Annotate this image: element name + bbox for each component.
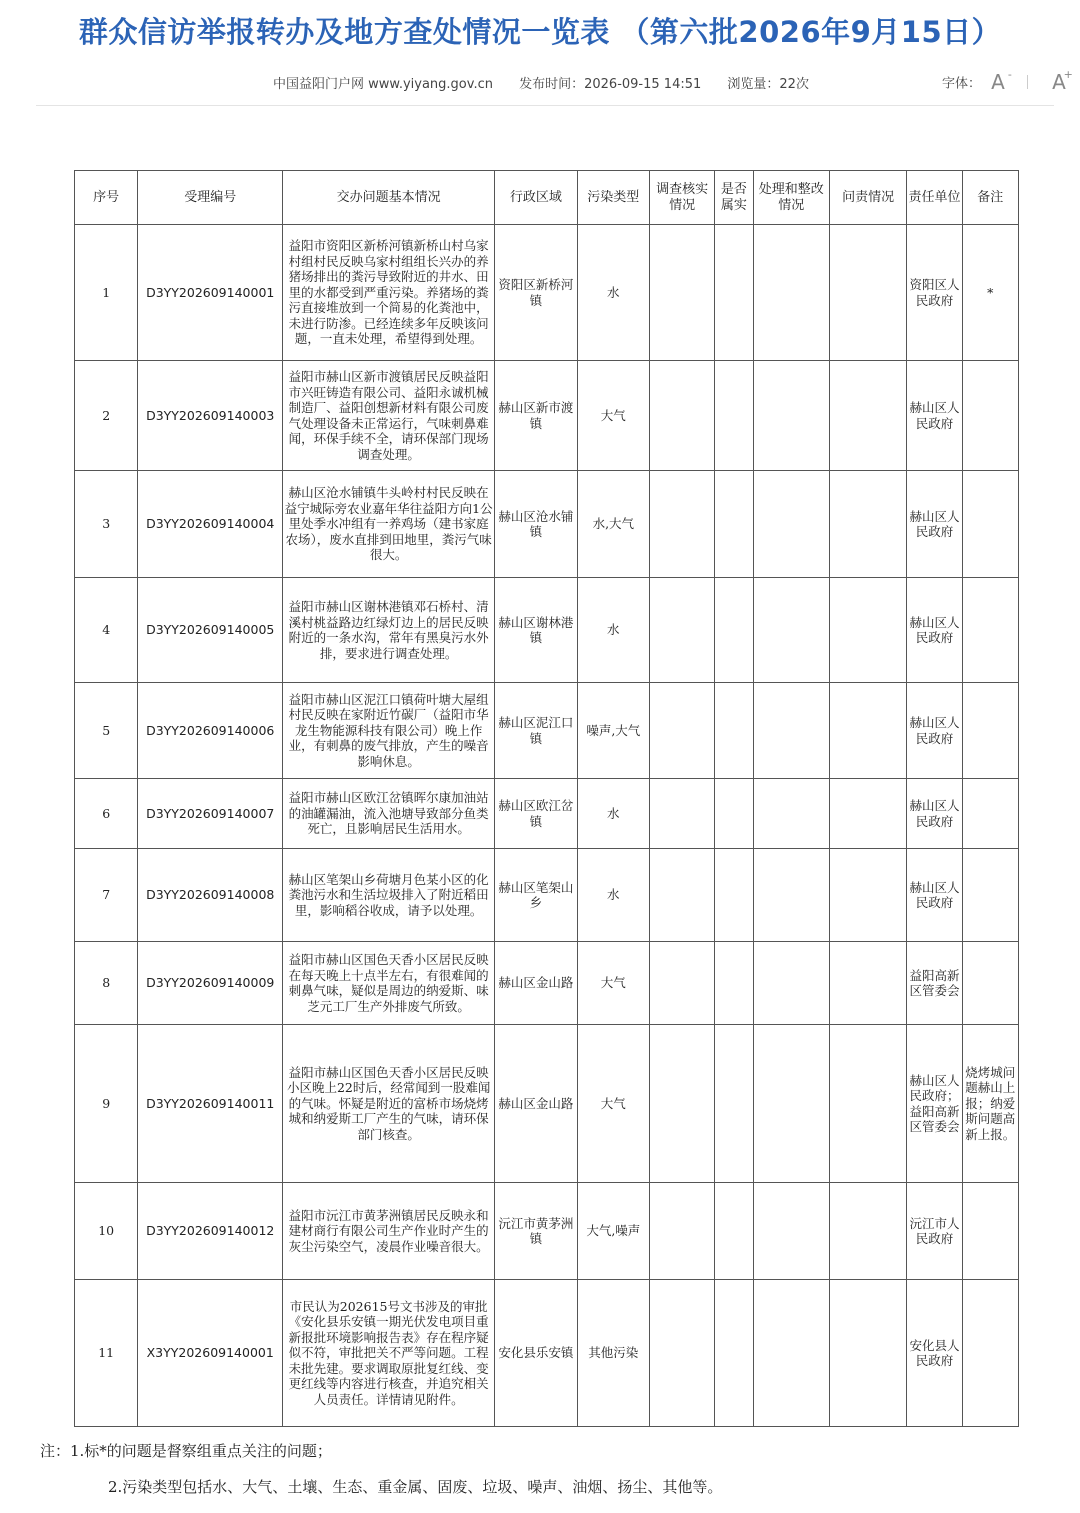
page-title: 群众信访举报转办及地方查处情况一览表 （第六批2026年9月15日） [78, 15, 1002, 49]
cell-investigation [650, 1280, 715, 1427]
cell-unit: 沅江市人民政府 [907, 1183, 962, 1280]
cell-district: 沅江市黄茅洲镇 [495, 1183, 577, 1280]
cell-issue: 益阳市赫山区谢林港镇邓石桥村、清溪村桃益路边红绿灯边上的居民反映附近的一条水沟，常年有黑臭污水外排，要求进行调查处理。 [283, 578, 495, 683]
cell-handling [753, 683, 829, 779]
cell-verified [715, 849, 753, 942]
cell-accountability [829, 471, 906, 578]
cell-handling [753, 1183, 829, 1280]
cell-accountability [829, 1025, 906, 1183]
source-link[interactable]: 中国益阳门户网 www.yiyang.gov.cn [273, 77, 493, 92]
cell-pollution: 噪声,大气 [577, 683, 649, 779]
cell-district: 赫山区新市渡镇 [495, 361, 577, 471]
cell-issue: 益阳市沅江市黄茅洲镇居民反映永和建材商行有限公司生产作业时产生的灰尘污染空气，凌晨作业噪音很大。 [283, 1183, 495, 1280]
cell-remark [962, 471, 1018, 578]
cell-issue: 市民认为202615号文书涉及的审批《安化县乐安镇一期光伏发电项目重新报批环境影响报告表》存在程序疑似不符，审批把关不严等问题。工程未批先建。要求调取原批复红线、变更红线等内容进行核查，并追究相关人员责任。详情请见附件。 [283, 1280, 495, 1427]
cell-remark [962, 942, 1018, 1025]
header-verified: 是否属实 [715, 171, 753, 225]
cell-code: D3YY202609140008 [138, 849, 283, 942]
cell-investigation [650, 1025, 715, 1183]
cell-pollution: 大气 [577, 942, 649, 1025]
table-row [75, 1280, 1019, 1427]
cell-pollution: 水 [577, 849, 649, 942]
cell-district: 安化县乐安镇 [495, 1280, 577, 1427]
cell-seq: 2 [75, 361, 138, 471]
cell-pollution: 水 [577, 779, 649, 849]
plus-icon: + [1063, 68, 1073, 81]
cell-remark [962, 361, 1018, 471]
cell-unit: 赫山区人民政府 [907, 849, 962, 942]
table-row [75, 942, 1019, 1025]
cell-investigation [650, 942, 715, 1025]
cell-code: X3YY202609140001 [138, 1280, 283, 1427]
cell-unit: 赫山区人民政府 [907, 683, 962, 779]
cell-unit: 赫山区人民政府 [907, 471, 962, 578]
cell-district: 赫山区笔架山乡 [495, 849, 577, 942]
cell-verified [715, 942, 753, 1025]
table-row [75, 471, 1019, 578]
cell-remark [962, 1183, 1018, 1280]
cell-unit: 安化县人民政府 [907, 1280, 962, 1427]
header-seq: 序号 [75, 171, 138, 225]
header-issue: 交办问题基本情况 [283, 171, 495, 225]
table-header-row [75, 171, 1019, 225]
cell-district: 资阳区新桥河镇 [495, 225, 577, 361]
table-row [75, 1183, 1019, 1280]
complaint-table [74, 170, 1019, 1427]
cell-district: 赫山区沧水铺镇 [495, 471, 577, 578]
cell-handling [753, 1025, 829, 1183]
cell-issue: 益阳市赫山区泥江口镇荷叶塘大屋组村民反映在家附近竹碳厂（益阳市华龙生物能源科技有限公司）晚上作业，有刺鼻的废气排放，产生的噪音影响休息。 [283, 683, 495, 779]
font-size-control [942, 68, 1073, 94]
font-increase-icon: A [1052, 70, 1066, 94]
cell-investigation [650, 849, 715, 942]
publish-time: 发布时间：2026-09-15 14:51 [519, 77, 702, 92]
table-row [75, 225, 1019, 361]
cell-seq: 1 [75, 225, 138, 361]
cell-seq: 11 [75, 1280, 138, 1427]
cell-verified [715, 1280, 753, 1427]
header-investigation: 调查核实情况 [650, 171, 715, 225]
cell-code: D3YY202609140011 [138, 1025, 283, 1183]
cell-remark [962, 683, 1018, 779]
cell-district: 赫山区金山路 [495, 1025, 577, 1183]
table-row [75, 361, 1019, 471]
cell-pollution: 水,大气 [577, 471, 649, 578]
cell-unit: 资阳区人民政府 [907, 225, 962, 361]
cell-verified [715, 779, 753, 849]
table-body [75, 225, 1019, 1427]
cell-remark [962, 578, 1018, 683]
cell-seq: 3 [75, 471, 138, 578]
cell-handling [753, 225, 829, 361]
table-row [75, 1025, 1019, 1183]
cell-investigation [650, 1183, 715, 1280]
cell-verified [715, 225, 753, 361]
note-2: 2.污染类型包括水、大气、土壤、生态、重金属、固废、垃圾、噪声、油烟、扬尘、其他等。 [108, 1478, 723, 1496]
cell-unit: 赫山区人民政府 [907, 361, 962, 471]
cell-pollution: 大气 [577, 361, 649, 471]
font-increase-button[interactable] [1052, 68, 1073, 94]
cell-verified [715, 361, 753, 471]
cell-handling [753, 849, 829, 942]
cell-accountability [829, 1183, 906, 1280]
cell-seq: 10 [75, 1183, 138, 1280]
header-unit: 责任单位 [907, 171, 962, 225]
cell-seq: 9 [75, 1025, 138, 1183]
cell-investigation [650, 361, 715, 471]
cell-verified [715, 471, 753, 578]
cell-pollution: 其他污染 [577, 1280, 649, 1427]
cell-issue: 益阳市赫山区国色天香小区居民反映在每天晚上十点半左右，有很难闻的刺鼻气味，疑似是周边的纳爱斯、味芝元工厂生产外排废气所致。 [283, 942, 495, 1025]
cell-accountability [829, 1280, 906, 1427]
cell-handling [753, 471, 829, 578]
cell-seq: 7 [75, 849, 138, 942]
cell-pollution: 大气,噪声 [577, 1183, 649, 1280]
cell-remark: * [962, 225, 1018, 361]
cell-district: 赫山区泥江口镇 [495, 683, 577, 779]
cell-accountability [829, 361, 906, 471]
table-row [75, 849, 1019, 942]
cell-code: D3YY202609140012 [138, 1183, 283, 1280]
font-decrease-icon: A [991, 70, 1005, 94]
cell-code: D3YY202609140001 [138, 225, 283, 361]
cell-accountability [829, 578, 906, 683]
cell-code: D3YY202609140007 [138, 779, 283, 849]
cell-verified [715, 1025, 753, 1183]
header-accountability: 问责情况 [829, 171, 906, 225]
cell-code: D3YY202609140005 [138, 578, 283, 683]
cell-accountability [829, 849, 906, 942]
cell-remark [962, 1280, 1018, 1427]
cell-investigation [650, 683, 715, 779]
header-code: 受理编号 [138, 171, 283, 225]
header-divider [36, 105, 1054, 106]
cell-accountability [829, 779, 906, 849]
cell-code: D3YY202609140009 [138, 942, 283, 1025]
cell-seq: 8 [75, 942, 138, 1025]
meta-info [273, 73, 831, 92]
cell-handling [753, 1280, 829, 1427]
cell-pollution: 水 [577, 578, 649, 683]
article-meta [0, 68, 1080, 94]
font-decrease-button[interactable] [991, 68, 1012, 94]
cell-issue: 益阳市赫山区国色天香小区居民反映小区晚上22时后，经常闻到一股难闻的气味。怀疑是附近的富桥市场烧烤城和纳爱斯工厂产生的气味，请环保部门核查。 [283, 1025, 495, 1183]
cell-issue: 益阳市资阳区新桥河镇新桥山村乌家村组村民反映乌家村组组长兴办的养猪场排出的粪污导致附近的井水、田里的水都受到严重污染。养猪场的粪污直接堆放到一个简易的化粪池中，未进行防渗。已经连续多年反映该问题，一直未处理，希望得到处理。 [283, 225, 495, 361]
cell-code: D3YY202609140006 [138, 683, 283, 779]
cell-accountability [829, 225, 906, 361]
cell-handling [753, 578, 829, 683]
cell-investigation [650, 225, 715, 361]
view-count: 浏览量：22次 [727, 77, 809, 92]
cell-pollution: 大气 [577, 1025, 649, 1183]
cell-handling [753, 942, 829, 1025]
cell-issue: 赫山区沧水铺镇牛头岭村村民反映在益宁城际旁农业嘉年华往益阳方向1公里处季水冲组有一养鸡场（建书家庭农场），废水直排到田地里，粪污气味很大。 [283, 471, 495, 578]
font-control-divider [1027, 75, 1028, 89]
cell-handling [753, 779, 829, 849]
cell-pollution: 水 [577, 225, 649, 361]
font-size-label: 字体： [942, 76, 982, 92]
cell-code: D3YY202609140004 [138, 471, 283, 578]
cell-remark: 烧烤城问题赫山上报；纳爱斯问题高新上报。 [962, 1025, 1018, 1183]
header-pollution: 污染类型 [577, 171, 649, 225]
table-row [75, 779, 1019, 849]
cell-seq: 6 [75, 779, 138, 849]
cell-district: 赫山区金山路 [495, 942, 577, 1025]
cell-verified [715, 578, 753, 683]
cell-verified [715, 1183, 753, 1280]
cell-verified [715, 683, 753, 779]
cell-district: 赫山区欧江岔镇 [495, 779, 577, 849]
header-remark: 备注 [962, 171, 1018, 225]
cell-handling [753, 361, 829, 471]
cell-accountability [829, 683, 906, 779]
cell-investigation [650, 471, 715, 578]
table-row [75, 578, 1019, 683]
header-district: 行政区域 [495, 171, 577, 225]
cell-unit: 赫山区人民政府 [907, 578, 962, 683]
cell-issue: 益阳市赫山区新市渡镇居民反映益阳市兴旺铸造有限公司、益阳永诚机械制造厂、益阳创想新材料有限公司废气处理设备未正常运行，气味刺鼻难闻，环保手续不全，请环保部门现场调查处理。 [283, 361, 495, 471]
cell-issue: 赫山区笔架山乡荷塘月色某小区的化粪池污水和生活垃圾排入了附近稻田里，影响稻谷收成，请予以处理。 [283, 849, 495, 942]
minus-icon: - [1007, 68, 1012, 81]
cell-seq: 4 [75, 578, 138, 683]
cell-seq: 5 [75, 683, 138, 779]
note-1: 注：1.标*的问题是督察组重点关注的问题； [40, 1442, 332, 1460]
cell-unit: 赫山区人民政府 [907, 779, 962, 849]
header-handling: 处理和整改情况 [753, 171, 829, 225]
cell-code: D3YY202609140003 [138, 361, 283, 471]
cell-investigation [650, 779, 715, 849]
cell-issue: 益阳市赫山区欧江岔镇晖尔康加油站的油罐漏油，流入池塘导致部分鱼类死亡，且影响居民生活用水。 [283, 779, 495, 849]
cell-unit: 益阳高新区管委会 [907, 942, 962, 1025]
cell-investigation [650, 578, 715, 683]
cell-remark [962, 779, 1018, 849]
cell-unit: 赫山区人民政府；益阳高新区管委会 [907, 1025, 962, 1183]
table-row [75, 683, 1019, 779]
cell-accountability [829, 942, 906, 1025]
cell-district: 赫山区谢林港镇 [495, 578, 577, 683]
cell-remark [962, 849, 1018, 942]
